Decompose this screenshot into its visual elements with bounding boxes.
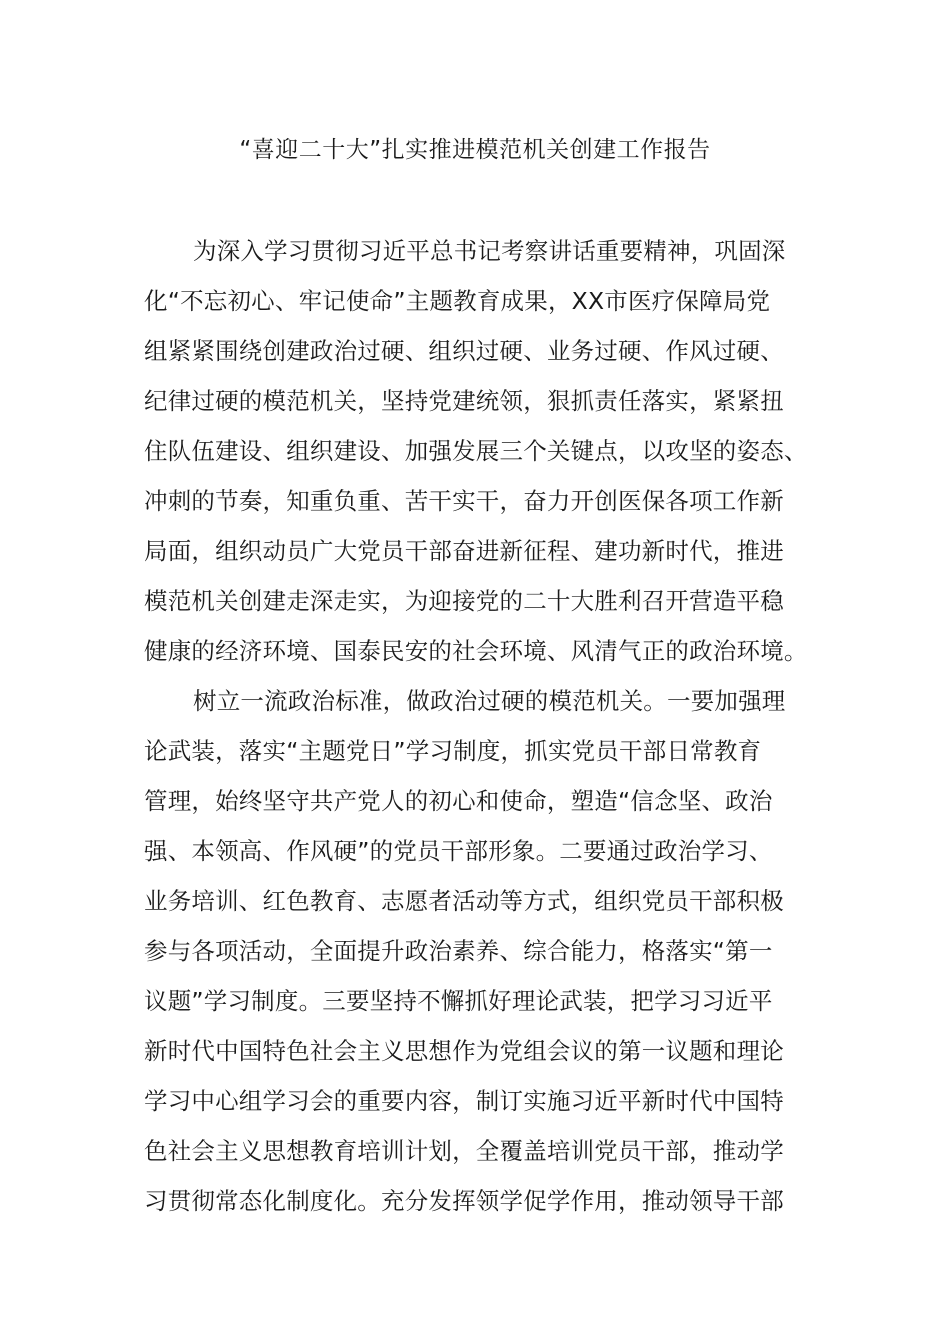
paragraph-2-line-2: 论武装，落实“主题党日”学习制度，抓实党员干部日常教育	[144, 737, 762, 765]
paragraph-2-line-1: 树立一流政治标准，做政治过硬的模范机关。一要加强理	[193, 687, 786, 715]
paragraph-1-line-8: 模范机关创建走深走实，为迎接党的二十大胜利召开营造平稳	[144, 587, 784, 615]
paragraph-1-line-3: 组紧紧围绕创建政治过硬、组织过硬、业务过硬、作风过硬、	[144, 337, 784, 365]
paragraph-1-line-2: 化“不忘初心、牢记使命”主题教育成果，XX市医疗保障局党	[144, 287, 771, 315]
paragraph-1-line-4: 纪律过硬的模范机关，坚持党建统领，狠抓责任落实，紧紧扭	[144, 387, 784, 415]
document-body	[144, 226, 824, 1226]
paragraph-2-line-10: 色社会主义思想教育培训计划，全覆盖培训党员干部，推动学	[144, 1137, 784, 1165]
paragraph-2-line-6: 参与各项活动，全面提升政治素养、综合能力，格落实“第一	[144, 937, 773, 965]
paragraph-2-line-11: 习贯彻常态化制度化。充分发挥领学促学作用，推动领导干部	[144, 1187, 784, 1215]
document-title: “喜迎二十大”扎实推进模范机关创建工作报告	[239, 137, 711, 163]
paragraph-1-line-6: 冲刺的节奏，知重负重、苦干实干，奋力开创医保各项工作新	[144, 487, 784, 515]
paragraph-2-line-3: 管理，始终坚守共产党人的初心和使命，塑造“信念坚、政治	[144, 787, 773, 815]
paragraph-1-line-5: 住队伍建设、组织建设、加强发展三个关键点，以攻坚的姿态、	[144, 437, 808, 465]
paragraph-1-line-7: 局面，组织动员广大党员干部奋进新征程、建功新时代，推进	[144, 537, 784, 565]
paragraph-2-line-8: 新时代中国特色社会主义思想作为党组会议的第一议题和理论	[144, 1037, 784, 1065]
paragraph-2-line-4: 强、本领高、作风硬”的党员干部形象。二要通过政治学习、	[144, 837, 773, 865]
paragraph-1-line-9: 健康的经济环境、国泰民安的社会环境、风清气正的政治环境。	[144, 637, 808, 665]
paragraph-2-line-9: 学习中心组学习会的重要内容，制订实施习近平新时代中国特	[144, 1087, 784, 1115]
paragraph-2-line-5: 业务培训、红色教育、志愿者活动等方式，组织党员干部积极	[144, 887, 784, 915]
paragraph-2-line-7: 议题”学习制度。三要坚持不懈抓好理论武装，把学习习近平	[144, 987, 773, 1015]
paragraph-1-line-1: 为深入学习贯彻习近平总书记考察讲话重要精神，巩固深	[193, 237, 786, 265]
